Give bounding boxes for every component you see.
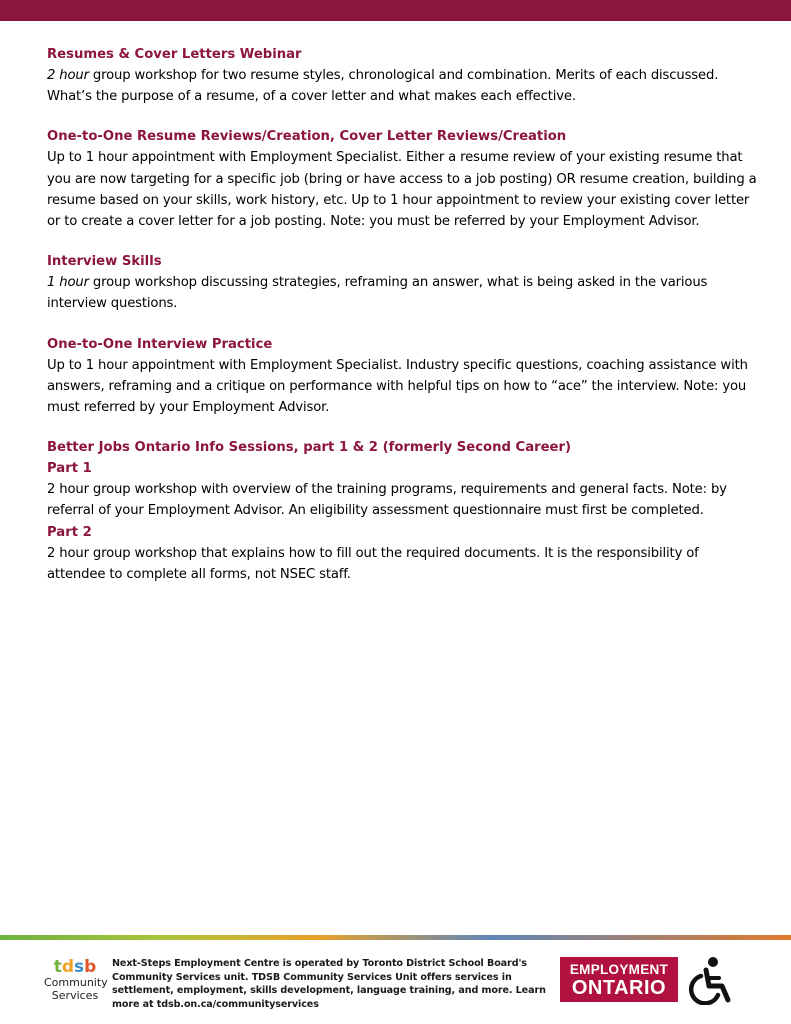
section-resume-webinar xyxy=(47,44,757,107)
section-heading: One-to-One Interview Practice xyxy=(47,336,273,352)
section-resume-one-to-one xyxy=(47,126,757,232)
footer-note: Next-Steps Employment Centre is operated by Toronto District School Board's Community Services unit. TDSB Community Services Unit offers services in settlement, employment, skills development, language training, and more. Learn more at tdsb.on.ca/communityservices xyxy=(112,958,546,1010)
employment-ontario-logo xyxy=(560,957,678,1002)
section-heading: Interview Skills xyxy=(47,254,162,270)
part2-body: 2 hour group workshop that explains how to fill out the required documents. It is the responsibility of attendee to complete all forms, not NSEC staff. xyxy=(47,545,699,582)
header-bar xyxy=(0,0,791,21)
section-heading: Resumes & Cover Letters Webinar xyxy=(47,47,302,62)
section-body: 2 hour group workshop for two resume styles, chronological and combination. Merits of each discussed. What’s the purpose of a resume, of a cover letter and what makes each effective. xyxy=(47,68,719,105)
tdsb-logo-line1: Community xyxy=(44,976,108,989)
part1-heading: Part 1 xyxy=(47,461,92,477)
part2-heading: Part 2 xyxy=(47,524,92,540)
section-heading: Better Jobs Ontario Info Sessions, part 1 & 2 (formerly Second Career) xyxy=(47,440,572,456)
part1-body: 2 hour group workshop with overview of the training programs, requirements and general facts. Note: by referral of your Employment Advisor. An eligibility assessment questionnaire must first be completed. xyxy=(47,482,727,519)
section-body: 1 hour group workshop discussing strategies, reframing an answer, what is being asked in the various interview questions. xyxy=(47,275,708,312)
duration-label: 2 hour xyxy=(47,68,89,83)
section-body: Up to 1 hour appointment with Employment Specialist. Either a resume review of your existing resume that you are now targeting for a specific job (bring or have access to a job posting) OR resume creation, building a resume based on your skills, work history, etc. Up to 1 hour appointment to review your existing cover letter or to create a cover letter for a job posting. Note: you must be referred by your Employment Advisor. xyxy=(47,150,757,230)
tdsb-logo-line2: Services xyxy=(51,989,99,1002)
section-heading: One-to-One Resume Reviews/Creation, Cover Letter Reviews/Creation xyxy=(47,129,567,145)
tdsb-community-services-logo xyxy=(44,958,106,1002)
wheelchair-icon xyxy=(682,955,734,1005)
badge-line2: ONTARIO xyxy=(571,977,667,999)
document-content xyxy=(47,44,757,604)
badge-line1: EMPLOYMENT xyxy=(569,962,669,977)
section-interview-practice xyxy=(47,334,757,419)
tdsb-wordmark: tdsb xyxy=(53,957,97,977)
footer-divider xyxy=(0,935,791,940)
duration-label: 1 hour xyxy=(47,275,89,291)
section-better-jobs-ontario xyxy=(47,437,757,585)
section-interview-skills xyxy=(47,251,757,314)
section-body: Up to 1 hour appointment with Employment Specialist. Industry specific questions, coaching assistance with answers, reframing and a critique on performance with helpful tips on how to “ace” the interview. Note: you must referred by your Employment Advisor. xyxy=(47,357,748,416)
